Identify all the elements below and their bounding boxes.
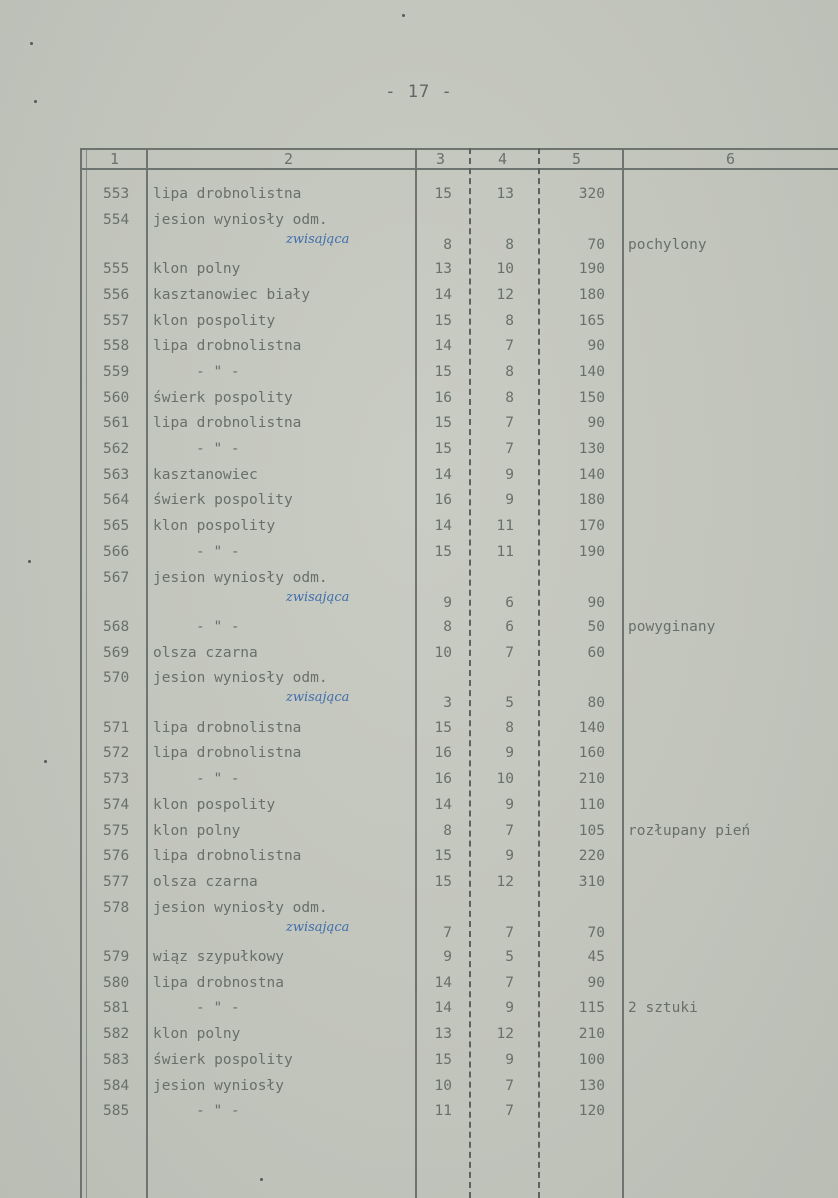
column-divider-1: [146, 148, 148, 1198]
col3-value: 8: [443, 822, 452, 839]
col3-value: 13: [434, 261, 452, 278]
species-name: klon pospolity: [153, 796, 276, 813]
col3-value: 15: [434, 1051, 452, 1068]
col5-value: 180: [578, 492, 605, 509]
col4-value: 9: [505, 848, 514, 865]
row-number: 585: [103, 1103, 130, 1120]
row-number: 569: [103, 644, 130, 661]
species-name: lipa drobnostna: [153, 974, 284, 991]
col4-value: 10: [496, 771, 514, 788]
row-number: 584: [103, 1077, 130, 1094]
header-col-2: 2: [284, 150, 294, 168]
col5-value: 320: [578, 186, 605, 202]
col3-value: 14: [434, 338, 452, 355]
col4-value: 9: [505, 1051, 514, 1068]
species-name: lipa drobnolistna: [153, 415, 302, 432]
row-number: 582: [103, 1026, 130, 1043]
col5-value: 90: [587, 974, 605, 991]
col3-value: 13: [434, 1026, 452, 1043]
species-name: jesion wyniosły: [153, 1077, 284, 1094]
header-col-1: 1: [110, 150, 120, 168]
left-border-line-inner: [86, 148, 87, 1198]
col3-value: 8: [443, 618, 452, 635]
col3-value: 15: [434, 441, 452, 457]
species-name: - " -: [196, 363, 240, 380]
col5-value: 210: [578, 771, 605, 788]
speck: [44, 760, 47, 763]
header-col-3: 3: [436, 150, 446, 168]
row-number: 556: [103, 286, 130, 303]
row-number: 567: [103, 569, 130, 586]
col5-value: 45: [587, 949, 605, 965]
col4-value: 7: [505, 822, 514, 839]
col4-value: 9: [505, 1000, 514, 1017]
left-border-line: [80, 148, 82, 1198]
col4-value: 13: [496, 186, 514, 202]
species-name: klon pospolity: [153, 312, 276, 329]
col3-value: 16: [434, 492, 452, 509]
col4-value: 7: [505, 1103, 514, 1120]
species-name: olsza czarna: [153, 644, 258, 661]
species-name: olsza czarna: [153, 873, 258, 890]
col5-value: 165: [578, 312, 605, 329]
col3-value: 16: [434, 771, 452, 788]
col4-value: 7: [505, 924, 514, 941]
row-number: 571: [103, 719, 130, 736]
species-name: kasztanowiec biały: [153, 286, 311, 303]
species-name: - " -: [196, 618, 240, 635]
col3-value: 15: [434, 543, 452, 560]
species-name: lipa drobnolistna: [153, 338, 302, 355]
species-name: świerk pospolity: [153, 492, 293, 509]
column-divider-5: [622, 148, 624, 1198]
col3-value: 16: [434, 389, 452, 406]
row-number: 579: [103, 949, 130, 965]
col3-value: 16: [434, 745, 452, 762]
handwritten-continuation: zwisająca: [286, 589, 350, 605]
col4-value: 7: [505, 644, 514, 661]
col4-value: 7: [505, 1077, 514, 1094]
species-name: - " -: [196, 771, 240, 788]
col5-value: 120: [578, 1103, 605, 1120]
col4-value: 7: [505, 338, 514, 355]
col5-value: 190: [578, 261, 605, 278]
row-number: 565: [103, 518, 130, 535]
row-number: 564: [103, 492, 130, 509]
col5-value: 160: [578, 745, 605, 762]
col4-value: 8: [505, 236, 514, 253]
col3-value: 14: [434, 796, 452, 813]
row-number: 580: [103, 974, 130, 991]
col3-value: 15: [434, 415, 452, 432]
species-name: klon polny: [153, 822, 241, 839]
col4-value: 9: [505, 492, 514, 509]
species-name: jesion wyniosły odm.: [153, 569, 328, 586]
header-bottom-line: [80, 168, 838, 170]
col4-value: 11: [496, 543, 514, 560]
col5-value: 140: [578, 719, 605, 736]
species-name: - " -: [196, 1103, 240, 1120]
remarks-note: rozłupany pień: [628, 822, 751, 839]
remarks-note: pochylony: [628, 236, 707, 253]
col5-value: 70: [587, 236, 605, 253]
row-number: 577: [103, 873, 130, 890]
col3-value: 10: [434, 1077, 452, 1094]
speck: [28, 560, 31, 563]
col4-value: 7: [505, 441, 514, 457]
col4-value: 5: [505, 949, 514, 965]
col4-value: 6: [505, 594, 514, 611]
speck: [402, 14, 405, 17]
col4-value: 9: [505, 745, 514, 762]
row-number: 562: [103, 441, 130, 457]
species-name: klon polny: [153, 261, 241, 278]
col4-value: 11: [496, 518, 514, 535]
col5-value: 130: [578, 441, 605, 457]
species-name: świerk pospolity: [153, 389, 293, 406]
col5-value: 90: [587, 594, 605, 611]
col3-value: 14: [434, 1000, 452, 1017]
species-name: wiąz szypułkowy: [153, 949, 284, 965]
col3-value: 9: [443, 594, 452, 611]
col4-value: 7: [505, 974, 514, 991]
row-number: 583: [103, 1051, 130, 1068]
species-name: świerk pospolity: [153, 1051, 293, 1068]
species-name: jesion wyniosły odm.: [153, 211, 328, 228]
col3-value: 14: [434, 974, 452, 991]
col3-value: 15: [434, 719, 452, 736]
header-col-5: 5: [572, 150, 582, 168]
col5-value: 60: [587, 644, 605, 661]
col5-value: 140: [578, 363, 605, 380]
row-number: 554: [103, 211, 130, 228]
species-name: lipa drobnolistna: [153, 848, 302, 865]
col5-value: 210: [578, 1026, 605, 1043]
col3-value: 14: [434, 466, 452, 483]
row-number: 572: [103, 745, 130, 762]
col5-value: 80: [587, 695, 605, 712]
header-top-line: [80, 148, 838, 150]
header-col-4: 4: [498, 150, 508, 168]
row-number: 553: [103, 186, 130, 202]
row-number: 575: [103, 822, 130, 839]
row-number: 578: [103, 899, 130, 916]
col5-value: 180: [578, 286, 605, 303]
col3-value: 15: [434, 848, 452, 865]
col3-value: 3: [443, 695, 452, 712]
row-number: 581: [103, 1000, 130, 1017]
col3-value: 14: [434, 518, 452, 535]
col3-value: 9: [443, 949, 452, 965]
col3-value: 15: [434, 363, 452, 380]
species-name: - " -: [196, 543, 240, 560]
species-name: lipa drobnolistna: [153, 719, 302, 736]
row-number: 561: [103, 415, 130, 432]
species-name: lipa drobnolistna: [153, 745, 302, 762]
col5-value: 90: [587, 338, 605, 355]
row-number: 557: [103, 312, 130, 329]
col5-value: 115: [578, 1000, 605, 1017]
col5-value: 140: [578, 466, 605, 483]
col4-value: 9: [505, 466, 514, 483]
row-number: 566: [103, 543, 130, 560]
row-number: 559: [103, 363, 130, 380]
col4-value: 8: [505, 363, 514, 380]
col5-value: 310: [578, 873, 605, 890]
remarks-note: powyginany: [628, 618, 716, 635]
col5-value: 110: [578, 796, 605, 813]
row-number: 576: [103, 848, 130, 865]
col4-value: 12: [496, 1026, 514, 1043]
col3-value: 11: [434, 1103, 452, 1120]
col5-value: 100: [578, 1051, 605, 1068]
col3-value: 7: [443, 924, 452, 941]
row-number: 558: [103, 338, 130, 355]
row-number: 573: [103, 771, 130, 788]
col4-value: 7: [505, 415, 514, 432]
speck: [260, 1178, 263, 1181]
col4-value: 8: [505, 312, 514, 329]
col3-value: 10: [434, 644, 452, 661]
col3-value: 15: [434, 873, 452, 890]
col4-value: 10: [496, 261, 514, 278]
col3-value: 14: [434, 286, 452, 303]
col5-value: 130: [578, 1077, 605, 1094]
column-divider-4: [538, 148, 540, 1198]
remarks-note: 2 sztuki: [628, 1000, 698, 1017]
row-number: 560: [103, 389, 130, 406]
species-name: - " -: [196, 441, 240, 457]
col5-value: 70: [587, 924, 605, 941]
col4-value: 5: [505, 695, 514, 712]
species-name: klon polny: [153, 1026, 241, 1043]
row-number: 570: [103, 670, 130, 687]
col5-value: 170: [578, 518, 605, 535]
col5-value: 150: [578, 389, 605, 406]
col4-value: 8: [505, 389, 514, 406]
col5-value: 105: [578, 822, 605, 839]
handwritten-continuation: zwisająca: [286, 690, 350, 706]
col5-value: 220: [578, 848, 605, 865]
species-name: - " -: [196, 1000, 240, 1017]
col4-value: 12: [496, 286, 514, 303]
column-divider-3: [469, 148, 471, 1198]
col4-value: 8: [505, 719, 514, 736]
col4-value: 9: [505, 796, 514, 813]
page-number: - 17 -: [385, 82, 453, 102]
species-name: jesion wyniosły odm.: [153, 899, 328, 916]
col3-value: 15: [434, 312, 452, 329]
header-col-6: 6: [726, 150, 736, 168]
col3-value: 8: [443, 236, 452, 253]
speck: [30, 42, 33, 45]
handwritten-continuation: zwisająca: [286, 231, 350, 247]
species-name: kasztanowiec: [153, 466, 258, 483]
col5-value: 190: [578, 543, 605, 560]
row-number: 563: [103, 466, 130, 483]
species-name: jesion wyniosły odm.: [153, 670, 328, 687]
col5-value: 90: [587, 415, 605, 432]
speck: [34, 100, 37, 103]
species-name: klon pospolity: [153, 518, 276, 535]
col4-value: 6: [505, 618, 514, 635]
species-name: lipa drobnolistna: [153, 186, 302, 202]
row-number: 568: [103, 618, 130, 635]
col5-value: 50: [587, 618, 605, 635]
col4-value: 12: [496, 873, 514, 890]
col3-value: 15: [434, 186, 452, 202]
row-number: 574: [103, 796, 130, 813]
handwritten-continuation: zwisająca: [286, 919, 350, 935]
row-number: 555: [103, 261, 130, 278]
